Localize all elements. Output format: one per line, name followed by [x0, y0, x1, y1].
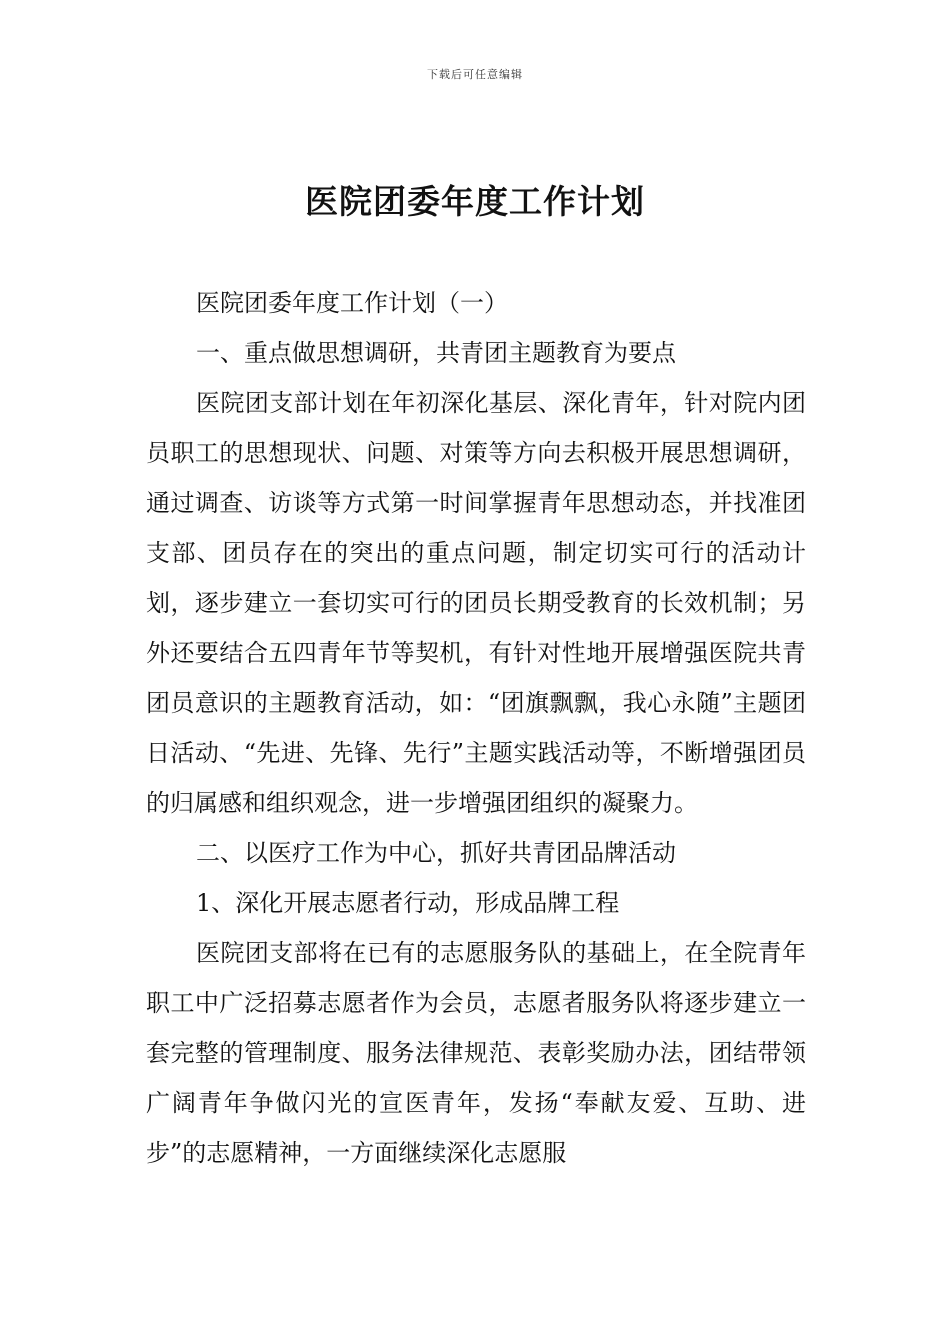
subsection-heading-1: 1、深化开展志愿者行动，形成品牌工程 — [196, 889, 620, 917]
section-heading-1: 一、重点做思想调研，共青团主题教育为要点 — [196, 339, 676, 367]
section-heading-2: 二、以医疗工作为中心，抓好共青团品牌活动 — [196, 839, 676, 867]
document-title: 医院团委年度工作计划 — [305, 182, 645, 221]
body-paragraph-1: 医院团支部计划在年初深化基层、深化青年，针对院内团员职工的思想现状、问题、对策等方向去积极开展思想调研，通过调查、访谈等方式第一时间掌握青年思想动态，并找准团支部、团员存在的突出的重点问题，制定切实可行的活动计划，逐步建立一套切实可行的团员长期受教育的长效机制；另外还要结合五四青年节等契机，有针对性地开展增强医院共青团员意识的主题教育活动，如：“团旗飘飘，我心永随”主题团日活动、“先进、先锋、先行”主题实践活动等，不断增强团员的归属感和组织观念，进一步增强团组织的凝聚力。 — [146, 389, 806, 817]
body-paragraph-2: 医院团支部将在已有的志愿服务队的基础上，在全院青年职工中广泛招募志愿者作为会员，志愿者服务队将逐步建立一套完整的管理制度、服务法律规范、表彰奖励办法，团结带领广阔青年争做闪光的宣医青年，发扬“奉献友爱、互助、进步”的志愿精神，一方面继续深化志愿服 — [146, 939, 806, 1167]
document-body — [146, 278, 806, 1178]
plan-subtitle: 医院团委年度工作计划（一） — [196, 289, 508, 317]
header-note: 下载后可任意编辑 — [427, 68, 523, 81]
